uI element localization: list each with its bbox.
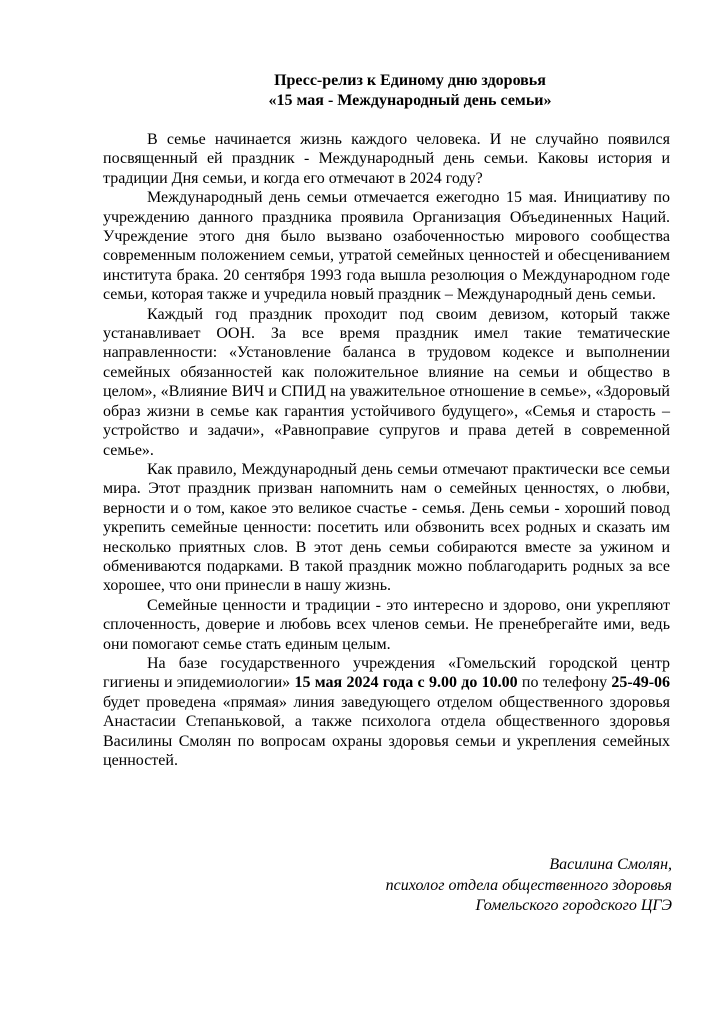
hotline-text-2: по телефону: [517, 674, 612, 692]
paragraph-themes: Каждый год праздник проходит под своим девизом, который также устанавливает ООН. За все время праздник имел такие тематические направленности: «Установление баланса в трудовом кодексе и выполнении семейных обязанностей как положительное влияние на семьи и общество в целом», «Влияние ВИЧ и СПИД на уважительное отношение в семье», «Здоровый образ жизни в семье как гарантия устойчивого будущего», «Семья и старость – устройство и задачи», «Равноправие супругов и права детей в современной семье».: [103, 305, 670, 459]
hotline-text-1: На базе государственного учреждения «Гомельский городской центр гигиены и эпидемиологии»: [103, 654, 670, 692]
document-body: [103, 130, 670, 770]
signature-position: психолог отдела общественного здоровья: [385, 876, 672, 894]
hotline-text-3: будет проведена «прямая» линия заведующего отделом общественного здоровья Анастасии Степаньковой, а также психолога отдела общественного здоровья Василины Смолян по вопросам охраны здоровья семьи и укрепления семейных ценностей.: [103, 693, 670, 769]
document-title: [100, 71, 720, 111]
paragraph-values: Семейные ценности и традиции - это интересно и здорово, они укрепляют сплоченность, доверие и любовь всех членов семьи. Не пренебрегайте ими, ведь они помогают семье стать единым целым.: [103, 596, 670, 653]
title-line-1: Пресс-релиз к Единому дню здоровья: [274, 72, 546, 89]
hotline-date-time: 15 мая 2024 года с 9.00 до 10.00: [294, 674, 518, 692]
hotline-phone-number: 25-49-06: [611, 674, 671, 692]
signature-organization: Гомельского городского ЦГЭ: [475, 897, 672, 914]
paragraph-history: Международный день семьи отмечается ежегодно 15 мая. Инициативу по учреждению данного праздника проявила Организация Объединенных Наций. Учреждение этого дня было вызвано озабоченностью мирового сообщества современным положением семьи, утратой семейных ценностей и обесцениванием института брака. 20 сентября 1993 года вышла резолюция о Международном годе семьи, которая также и учредила новый праздник – Международный день семьи.: [103, 189, 670, 304]
signature-block: [386, 855, 672, 917]
paragraph-hotline: [103, 654, 670, 770]
paragraph-intro: В семье начинается жизнь каждого человека. И не случайно появился посвященный ей праздник - Международный день семьи. Каковы история и традиции Дня семьи, и когда его отмечают в 2024 году?: [103, 131, 670, 187]
title-line-2: «15 мая - Международный день семьи»: [268, 92, 552, 109]
signature-name: Василина Смолян,: [549, 856, 672, 873]
paragraph-traditions: Как правило, Международный день семьи отмечают практически все семьи мира. Этот праздник призван напомнить нам о семейных ценностях, о любви, верности и о том, какое это великое счастье - семья. День семьи - хороший повод укрепить семейные ценности: посетить или обзвонить всех родных и сказать им несколько приятных слов. В этот день семьи собираются вместе за ужином и обмениваются подарками. В такой праздник можно поблагодарить родных за все хорошее, что они принесли в нашу жизнь.: [103, 460, 670, 595]
